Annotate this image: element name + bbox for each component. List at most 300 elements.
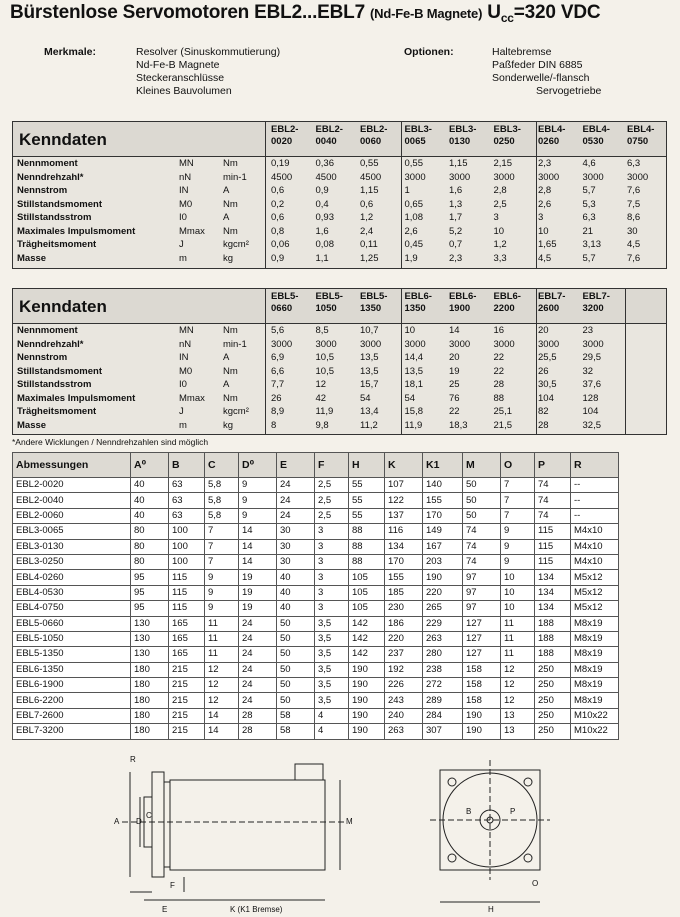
- row-value: 8,6: [627, 212, 641, 223]
- dimensions-value-cell: 63: [169, 493, 205, 508]
- row-value: 104: [538, 392, 554, 404]
- dimensions-value-cell: M8x19: [571, 616, 619, 631]
- page-title: [10, 2, 600, 25]
- row-value: 13,4: [360, 406, 379, 417]
- dimensions-value-cell: 115: [535, 524, 571, 539]
- dimensions-value-cell: 9: [501, 524, 535, 539]
- dimensions-value-cell: 28: [239, 708, 277, 723]
- row-value: 54: [360, 392, 371, 404]
- kenndaten-column-header: [360, 124, 387, 148]
- row-unit: Nm: [223, 198, 238, 210]
- dimensions-value-cell: 215: [169, 708, 205, 723]
- dimensions-model-cell: EBL5-1350: [13, 647, 131, 662]
- row-label: Maximales Impulsmoment: [17, 225, 136, 237]
- kenndaten-row: [13, 406, 666, 417]
- row-value: 1: [404, 185, 410, 196]
- row-value: 30,5: [538, 379, 557, 390]
- row-value: 12: [315, 379, 327, 390]
- column-model: EBL4-: [627, 124, 655, 135]
- row-value: 7,5: [627, 198, 641, 210]
- dimensions-value-cell: 3: [315, 539, 349, 554]
- row-value: 7,6: [627, 185, 641, 196]
- dimensions-value-cell: 97: [463, 601, 501, 616]
- row-value: 21: [582, 225, 594, 237]
- row-value: 82: [538, 406, 549, 417]
- dimensions-value-cell: 243: [385, 693, 423, 708]
- dimensions-value-cell: 220: [385, 631, 423, 646]
- title-u: U: [487, 2, 501, 23]
- dimensions-value-cell: 40: [131, 493, 169, 508]
- dimensions-value-cell: 100: [169, 554, 205, 569]
- column-model: EBL6-: [493, 291, 521, 302]
- dimensions-value-cell: 9: [501, 554, 535, 569]
- dimensions-value-cell: 3: [315, 524, 349, 539]
- row-symbol: M0: [179, 198, 193, 210]
- row-unit: Nm: [223, 365, 238, 377]
- row-symbol: nN: [179, 338, 192, 350]
- label-R: R: [130, 755, 136, 764]
- dimensions-value-cell: M8x19: [571, 678, 619, 693]
- dimensions-value-cell: 10: [501, 585, 535, 600]
- dimensions-value-cell: 50: [277, 678, 315, 693]
- row-value: 10,7: [360, 325, 379, 336]
- dimensions-value-cell: 115: [535, 539, 571, 554]
- column-variant: 3200: [582, 303, 604, 314]
- row-label: Masse: [17, 419, 47, 431]
- row-value: 3000: [360, 338, 382, 350]
- dimensions-value-cell: 3: [315, 570, 349, 585]
- row-value: 25,5: [538, 352, 557, 363]
- dimensions-value-cell: 74: [463, 539, 501, 554]
- dimensions-value-cell: 240: [385, 708, 423, 723]
- row-value: 2,6: [404, 225, 418, 237]
- dimensions-value-cell: 250: [535, 708, 571, 723]
- dimensions-value-cell: 3,5: [315, 631, 349, 646]
- dimensions-row: [13, 647, 619, 662]
- dimensions-value-cell: 115: [169, 570, 205, 585]
- dimensions-value-cell: 11: [205, 631, 239, 646]
- dimensions-value-cell: 3,5: [315, 662, 349, 677]
- dimensions-value-cell: 88: [349, 539, 385, 554]
- row-symbol: M0: [179, 365, 193, 377]
- kenndaten-header: [13, 122, 666, 157]
- row-unit: kgcm²: [223, 406, 249, 417]
- dimensions-value-cell: 7: [501, 508, 535, 523]
- row-value: 28: [538, 419, 549, 431]
- dimensions-model-cell: EBL4-0260: [13, 570, 131, 585]
- column-model: EBL5-: [360, 291, 388, 302]
- dimensions-value-cell: M10x22: [571, 724, 619, 739]
- dimensions-value-cell: 13: [501, 708, 535, 723]
- column-variant: 0060: [360, 136, 382, 147]
- dimensions-row: [13, 524, 619, 539]
- dimensions-value-cell: 50: [277, 662, 315, 677]
- row-unit: Nm: [223, 225, 238, 237]
- dimensions-value-cell: 74: [463, 554, 501, 569]
- dimensions-value-cell: 24: [239, 631, 277, 646]
- dimensions-value-cell: M5x12: [571, 601, 619, 616]
- dimensions-value-cell: 14: [239, 524, 277, 539]
- row-label: Nennstrom: [17, 352, 68, 363]
- dimensions-value-cell: 180: [131, 724, 169, 739]
- dimensions-value-cell: 167: [423, 539, 463, 554]
- column-model: EBL3-: [493, 124, 521, 135]
- dimensions-value-cell: 95: [131, 585, 169, 600]
- side-housing: [170, 780, 325, 870]
- row-unit: kg: [223, 419, 234, 431]
- row-value: 3000: [627, 171, 649, 183]
- row-symbol: nN: [179, 171, 192, 183]
- dimensions-value-cell: 24: [239, 616, 277, 631]
- dimensions-value-cell: 115: [535, 554, 571, 569]
- row-value: 22: [493, 352, 505, 363]
- dimensions-value-cell: 226: [385, 678, 423, 693]
- kenndaten-row: [13, 339, 666, 350]
- row-value: 2,3: [538, 158, 552, 169]
- row-value: 3000: [582, 171, 604, 183]
- dimensions-value-cell: 80: [131, 524, 169, 539]
- dimensions-value-cell: 115: [169, 601, 205, 616]
- dimensions-value-cell: 185: [385, 585, 423, 600]
- dimensions-value-cell: 134: [535, 585, 571, 600]
- row-value: 2,8: [493, 185, 507, 196]
- row-label: Stillstandsstrom: [17, 212, 92, 223]
- dimensions-value-cell: 7: [501, 478, 535, 493]
- row-value: 1,25: [360, 252, 379, 264]
- column-variant: 0130: [449, 136, 471, 147]
- row-value: 0,93: [315, 212, 334, 223]
- dimensions-value-cell: 30: [277, 554, 315, 569]
- dimensions-value-cell: 190: [349, 724, 385, 739]
- row-value: 1,2: [493, 239, 507, 250]
- row-value: 13,5: [404, 365, 423, 377]
- dimensions-row: [13, 616, 619, 631]
- dimensions-value-cell: M5x12: [571, 585, 619, 600]
- row-value: 2,15: [493, 158, 512, 169]
- row-value: 104: [582, 406, 599, 417]
- side-connector: [295, 764, 323, 780]
- dimensions-value-cell: 220: [423, 585, 463, 600]
- dimensions-value-cell: 40: [277, 601, 315, 616]
- row-label: Trägheitsmoment: [17, 239, 97, 250]
- dimensions-value-cell: 11: [205, 647, 239, 662]
- dimensions-value-cell: 180: [131, 708, 169, 723]
- dimensions-value-cell: 130: [131, 647, 169, 662]
- dimensions-model-cell: EBL6-1900: [13, 678, 131, 693]
- dimensions-value-cell: 11: [501, 631, 535, 646]
- row-value: 3000: [449, 171, 471, 183]
- row-value: 3000: [582, 338, 604, 350]
- kenndaten-header: [13, 289, 666, 324]
- dimensions-value-cell: 142: [349, 631, 385, 646]
- row-value: 3000: [538, 171, 560, 183]
- dimensions-value-cell: 55: [349, 508, 385, 523]
- kenndaten-title: Kenndaten: [19, 130, 107, 149]
- row-value: 5,7: [582, 185, 596, 196]
- row-value: 3,13: [582, 239, 601, 250]
- dimensions-value-cell: 280: [423, 647, 463, 662]
- dimensions-value-cell: 158: [463, 678, 501, 693]
- row-value: 25,1: [493, 406, 512, 417]
- row-value: 13,5: [360, 365, 379, 377]
- dimensions-value-cell: 215: [169, 662, 205, 677]
- column-model: EBL4-: [538, 124, 566, 135]
- label-B: B: [466, 807, 472, 816]
- column-variant: 0250: [493, 136, 515, 147]
- row-value: 0,55: [360, 158, 379, 169]
- dimensions-column-header: P: [535, 453, 571, 478]
- kenndaten-column-header: [627, 124, 654, 148]
- row-label: Nennmoment: [17, 158, 78, 169]
- row-value: 3000: [449, 338, 471, 350]
- dimensions-value-cell: 230: [385, 601, 423, 616]
- column-variant: 1350: [404, 303, 426, 314]
- row-unit: min-1: [223, 338, 247, 350]
- row-value: 3000: [493, 338, 515, 350]
- dimensions-column-header: Abmessungen: [13, 453, 131, 478]
- dimensions-row: [13, 678, 619, 693]
- options-list: [492, 46, 601, 98]
- row-value: 2,6: [538, 198, 552, 210]
- row-value: 2,5: [493, 198, 507, 210]
- row-unit: Nm: [223, 325, 238, 336]
- row-value: 0,2: [271, 198, 285, 210]
- dimensions-value-cell: 7: [205, 524, 239, 539]
- row-value: 5,7: [582, 252, 596, 264]
- dimensions-value-cell: 158: [463, 662, 501, 677]
- dimensions-row: [13, 601, 619, 616]
- row-value: 0,08: [315, 239, 334, 250]
- dimensions-value-cell: M5x12: [571, 570, 619, 585]
- dimensions-value-cell: 24: [239, 678, 277, 693]
- dimensions-value-cell: M8x19: [571, 647, 619, 662]
- row-value: 26: [538, 365, 549, 377]
- footnote: *Andere Wicklungen / Nenndrehzahlen sind möglich: [12, 437, 209, 447]
- dimensions-value-cell: 250: [535, 678, 571, 693]
- kenndaten-column-header: [271, 291, 298, 315]
- dimensions-value-cell: 5,8: [205, 493, 239, 508]
- row-label: Nennmoment: [17, 325, 78, 336]
- row-symbol: I0: [179, 379, 187, 390]
- dimensions-value-cell: 284: [423, 708, 463, 723]
- dimensions-column-header: O: [501, 453, 535, 478]
- options-label: Optionen:: [404, 46, 454, 58]
- kenndaten-column-header: [405, 291, 432, 315]
- dimensions-value-cell: 165: [169, 616, 205, 631]
- row-value: 32: [582, 365, 594, 377]
- row-value: 10: [538, 225, 549, 237]
- row-value: 25: [449, 379, 460, 390]
- row-label: Stillstandsstrom: [17, 379, 92, 390]
- row-value: 1,7: [449, 212, 463, 223]
- row-value: 4500: [271, 171, 293, 183]
- row-value: 4,6: [582, 158, 596, 169]
- dimensions-column-header: B: [169, 453, 205, 478]
- row-value: 6,3: [627, 158, 641, 169]
- row-symbol: IN: [179, 352, 189, 363]
- row-symbol: MN: [179, 325, 194, 336]
- dimensions-value-cell: 5,8: [205, 508, 239, 523]
- kenndaten-column-header: [449, 124, 476, 148]
- technical-drawing: [100, 752, 580, 914]
- dimensions-value-cell: M4x10: [571, 539, 619, 554]
- dimensions-value-cell: 215: [169, 724, 205, 739]
- row-symbol: m: [179, 419, 187, 431]
- dimensions-value-cell: 14: [239, 554, 277, 569]
- title-magnet: (Nd-Fe-B Magnete): [370, 6, 483, 21]
- row-value: 1,2: [360, 212, 374, 223]
- dimensions-value-cell: 188: [535, 616, 571, 631]
- dimensions-column-header: K: [385, 453, 423, 478]
- column-model: EBL5-: [315, 291, 343, 302]
- row-value: 0,65: [404, 198, 423, 210]
- column-variant: 0065: [404, 136, 426, 147]
- row-value: 9,8: [315, 419, 329, 431]
- row-value: 7,7: [271, 379, 285, 390]
- row-value: 0,6: [360, 198, 374, 210]
- dimensions-value-cell: 190: [349, 662, 385, 677]
- dimensions-model-cell: EBL3-0130: [13, 539, 131, 554]
- dimensions-row: [13, 693, 619, 708]
- dimensions-value-cell: 140: [423, 478, 463, 493]
- dimensions-column-header: H: [349, 453, 385, 478]
- dimensions-column-header: C: [205, 453, 239, 478]
- dimensions-column-header: E: [277, 453, 315, 478]
- row-label: Masse: [17, 252, 47, 264]
- dimensions-value-cell: 14: [205, 724, 239, 739]
- dimensions-value-cell: 3: [315, 601, 349, 616]
- row-value: 4500: [360, 171, 382, 183]
- row-value: 1,15: [360, 185, 379, 196]
- label-P: P: [510, 807, 516, 816]
- dimensions-value-cell: 40: [131, 478, 169, 493]
- dimensions-column-header: A⁰: [131, 453, 169, 478]
- row-value: 2,8: [538, 185, 552, 196]
- dimensions-value-cell: 97: [463, 585, 501, 600]
- row-label: Trägheitsmoment: [17, 406, 97, 417]
- dimensions-value-cell: 149: [423, 524, 463, 539]
- dimensions-value-cell: 190: [349, 708, 385, 723]
- row-symbol: m: [179, 252, 187, 264]
- row-value: 6,6: [271, 365, 285, 377]
- dimensions-column-header: F: [315, 453, 349, 478]
- dimensions-value-cell: 19: [239, 601, 277, 616]
- dimensions-value-cell: 88: [349, 524, 385, 539]
- side-flange: [152, 772, 164, 877]
- row-value: 3: [493, 212, 499, 223]
- kenndaten-table-1: [12, 121, 667, 269]
- row-value: 1,6: [449, 185, 463, 196]
- row-value: 32,5: [582, 419, 601, 431]
- row-symbol: J: [179, 406, 184, 417]
- column-model: EBL7-: [582, 291, 610, 302]
- row-value: 14: [449, 325, 460, 336]
- dimensions-value-cell: 7: [501, 493, 535, 508]
- row-value: 3,3: [493, 252, 507, 264]
- dimensions-value-cell: 63: [169, 478, 205, 493]
- dimensions-value-cell: 30: [277, 524, 315, 539]
- label-O: O: [532, 879, 539, 888]
- row-value: 4,5: [627, 239, 641, 250]
- column-model: EBL6-: [449, 291, 477, 302]
- dimensions-value-cell: 9: [205, 570, 239, 585]
- column-variant: 2200: [493, 303, 515, 314]
- dimensions-value-cell: 263: [423, 631, 463, 646]
- dimensions-value-cell: 215: [169, 678, 205, 693]
- dimensions-value-cell: 265: [423, 601, 463, 616]
- dimensions-value-cell: 10: [501, 570, 535, 585]
- label-C: C: [146, 811, 152, 820]
- row-value: 0,55: [404, 158, 423, 169]
- dimensions-value-cell: 3,5: [315, 678, 349, 693]
- row-value: 1,1: [315, 252, 329, 264]
- row-symbol: MN: [179, 158, 194, 169]
- dimensions-value-cell: 80: [131, 539, 169, 554]
- dimensions-model-cell: EBL7-3200: [13, 724, 131, 739]
- dimensions-value-cell: 107: [385, 478, 423, 493]
- dimensions-value-cell: 4: [315, 724, 349, 739]
- dimensions-value-cell: 170: [385, 554, 423, 569]
- dimensions-value-cell: 2,5: [315, 493, 349, 508]
- kenndaten-row: [13, 325, 666, 336]
- row-value: 1,15: [449, 158, 468, 169]
- dimensions-value-cell: 12: [501, 678, 535, 693]
- kenndaten-title: Kenndaten: [19, 297, 107, 316]
- dimensions-value-cell: M4x10: [571, 524, 619, 539]
- feature-item: Kleines Bauvolumen: [136, 85, 232, 97]
- label-F: F: [170, 881, 175, 890]
- dimensions-value-cell: 3: [315, 585, 349, 600]
- dimensions-value-cell: 190: [423, 570, 463, 585]
- column-variant: 0260: [538, 136, 560, 147]
- dimensions-value-cell: 127: [463, 616, 501, 631]
- dimensions-value-cell: 165: [169, 631, 205, 646]
- row-value: 6,9: [271, 352, 285, 363]
- dimensions-value-cell: 3,5: [315, 647, 349, 662]
- dimensions-value-cell: 155: [385, 570, 423, 585]
- dimensions-value-cell: 55: [349, 478, 385, 493]
- dimensions-value-cell: 307: [423, 724, 463, 739]
- row-value: 26: [271, 392, 282, 404]
- dimensions-value-cell: 188: [535, 647, 571, 662]
- label-E: E: [162, 905, 168, 914]
- dimensions-column-header: M: [463, 453, 501, 478]
- dimensions-value-cell: 9: [205, 601, 239, 616]
- dimensions-value-cell: 190: [463, 708, 501, 723]
- row-value: 42: [315, 392, 327, 404]
- row-value: 1,08: [404, 212, 423, 223]
- dimensions-value-cell: 180: [131, 693, 169, 708]
- row-value: 2,3: [449, 252, 463, 264]
- row-symbol: J: [179, 239, 184, 250]
- title-u-val: =320 VDC: [513, 2, 601, 23]
- kenndaten-row: [13, 185, 666, 196]
- row-value: 0,4: [315, 198, 329, 210]
- row-value: 128: [582, 392, 599, 404]
- dimensions-model-cell: EBL4-0530: [13, 585, 131, 600]
- row-value: 0,9: [271, 252, 285, 264]
- dimensions-value-cell: 134: [385, 539, 423, 554]
- dimensions-value-cell: 100: [169, 539, 205, 554]
- row-value: 18,1: [404, 379, 423, 390]
- dimensions-value-cell: 14: [239, 539, 277, 554]
- dimensions-value-cell: 190: [349, 678, 385, 693]
- features-list: [136, 46, 280, 98]
- dimensions-value-cell: 289: [423, 693, 463, 708]
- kenndaten-row: [13, 393, 666, 404]
- row-unit: A: [223, 185, 230, 196]
- label-M: M: [346, 817, 353, 826]
